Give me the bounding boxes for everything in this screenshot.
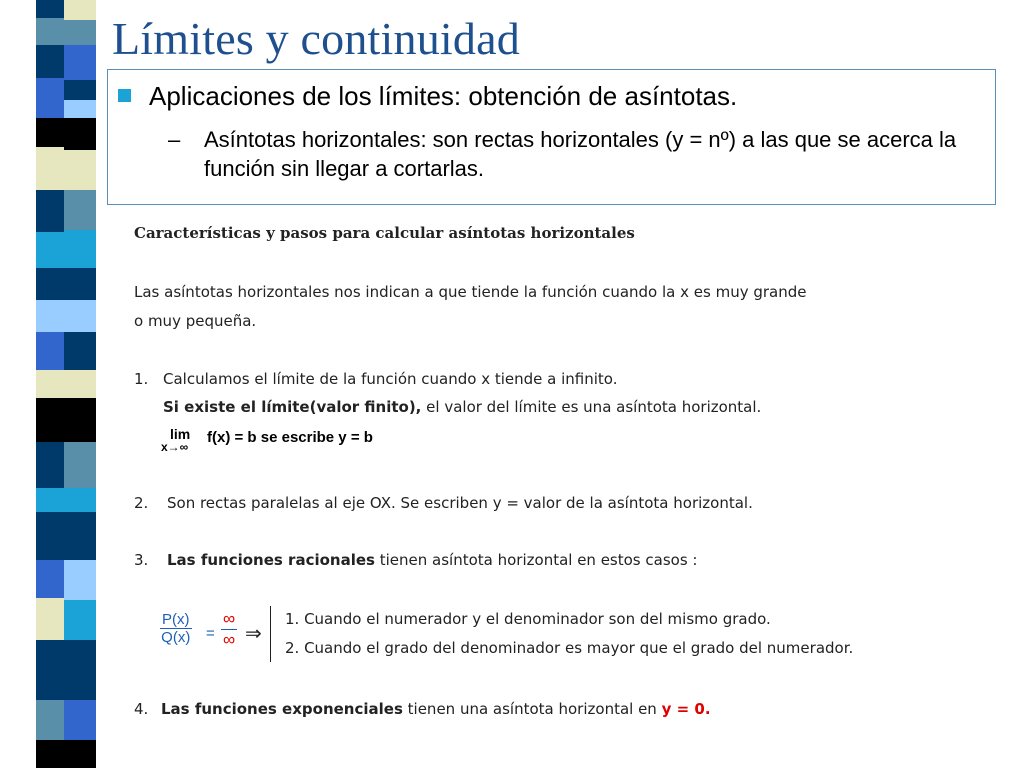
item-3-number: 3. — [134, 551, 149, 569]
limit-expression — [161, 426, 373, 458]
item-1-detail — [163, 398, 761, 416]
limit-word: lim — [170, 426, 191, 442]
stripe-block — [36, 442, 64, 488]
stripe-block — [64, 512, 96, 560]
infinity-denominator: ∞ — [223, 630, 236, 649]
cases-bar — [270, 606, 271, 662]
fraction-p-over-q — [160, 611, 192, 646]
item-1-number: 1. — [134, 370, 149, 388]
stripe-block — [36, 598, 64, 640]
stripe-block — [36, 147, 64, 190]
stripe-block — [36, 488, 64, 512]
stripe-block — [36, 370, 64, 398]
stripe-block — [64, 190, 96, 230]
stripe-block — [36, 78, 64, 118]
stripe-block — [64, 488, 96, 512]
item-1-text: Calculamos el límite de la función cuando x tiende a infinito. — [163, 370, 618, 388]
implies-arrow: ⇒ — [245, 623, 262, 645]
stripe-block — [64, 100, 96, 118]
item-3-bold: Las funciones racionales — [167, 551, 375, 569]
item-2-number: 2. — [134, 494, 149, 512]
stripe-block — [36, 332, 64, 370]
stripe-block — [64, 268, 96, 300]
stripe-block — [36, 190, 64, 232]
stripe-block — [64, 600, 96, 640]
main-bullet-text: Aplicaciones de los límites: obtención de asíntotas. — [149, 81, 738, 111]
stripe-block — [64, 740, 96, 768]
stripe-block — [36, 560, 64, 598]
stripe-block — [64, 20, 96, 45]
stripe-block — [64, 370, 96, 398]
stripe-block — [64, 80, 96, 100]
decorative-stripe-column — [0, 0, 120, 768]
item-4-red-value: y = 0. — [661, 700, 711, 718]
stripe-block — [64, 300, 96, 332]
stripe-block — [36, 640, 64, 700]
dash-bullet-icon: – — [168, 127, 181, 152]
item-4-detail — [161, 700, 711, 718]
stripe-block — [64, 442, 96, 488]
sub-bullet-text: Asíntotas horizontales: son rectas horizontales (y = nº) a las que se acerca la función sin llegar a cortarlas. — [204, 127, 957, 181]
limit-subscript: x→∞ — [161, 440, 189, 454]
fraction-infinity — [221, 609, 237, 650]
sub-bullet — [168, 125, 988, 183]
stripe-block — [36, 398, 64, 442]
intro-line-1: Las asíntotas horizontales nos indican a que tiende la función cuando la x es muy grande — [134, 283, 807, 301]
stripe-block — [64, 0, 96, 20]
notes-heading: Características y pasos para calcular asíntotas horizontales — [134, 224, 635, 242]
intro-line-2: o muy pequeña. — [134, 312, 257, 330]
stripe-block — [36, 118, 64, 147]
item-4-rest: tienen una asíntota horizontal en — [407, 700, 657, 718]
square-bullet-icon — [118, 89, 131, 102]
equals-sign: = — [206, 625, 215, 642]
item-3-rest: tienen asíntota horizontal en estos casos : — [379, 551, 698, 569]
item-3-detail — [167, 551, 697, 569]
stripe-block — [36, 45, 64, 78]
stripe-block — [64, 230, 96, 268]
stripe-block — [36, 512, 64, 560]
bullet-box — [107, 69, 996, 205]
infinity-numerator: ∞ — [223, 609, 236, 628]
stripe-block — [36, 740, 64, 768]
stripe-block — [64, 560, 96, 600]
main-bullet — [118, 80, 737, 112]
item-1-bold: Si existe el límite(valor finito), — [163, 398, 422, 416]
stripe-block — [64, 640, 96, 700]
stripe-block — [36, 700, 64, 740]
stripe-block — [64, 45, 96, 80]
item-4-number: 4. — [134, 700, 149, 718]
fraction-numerator: P(x) — [162, 611, 190, 628]
fraction-denominator: Q(x) — [161, 629, 191, 646]
item-4-bold: Las funciones exponenciales — [161, 700, 403, 718]
case-1: 1. Cuando el numerador y el denominador son del mismo grado. — [285, 610, 771, 628]
item-1-rest: el valor del límite es una asíntota horizontal. — [426, 398, 762, 416]
stripe-block — [36, 300, 64, 332]
case-2: 2. Cuando el grado del denominador es mayor que el grado del numerador. — [285, 639, 854, 657]
item-2-text: Son rectas paralelas al eje OX. Se escriben y = valor de la asíntota horizontal. — [167, 494, 753, 512]
stripe-block — [36, 18, 64, 45]
stripe-block — [36, 268, 64, 300]
stripe-block — [36, 0, 64, 18]
stripe-block — [64, 118, 96, 150]
stripe-block — [64, 332, 96, 370]
stripe-block — [64, 700, 96, 740]
stripe-block — [64, 398, 96, 442]
limit-result: f(x) = b se escribe y = b — [207, 429, 373, 446]
slide-title: Límites y continuidad — [112, 13, 520, 64]
stripe-block — [36, 232, 64, 268]
stripe-block — [64, 150, 96, 190]
